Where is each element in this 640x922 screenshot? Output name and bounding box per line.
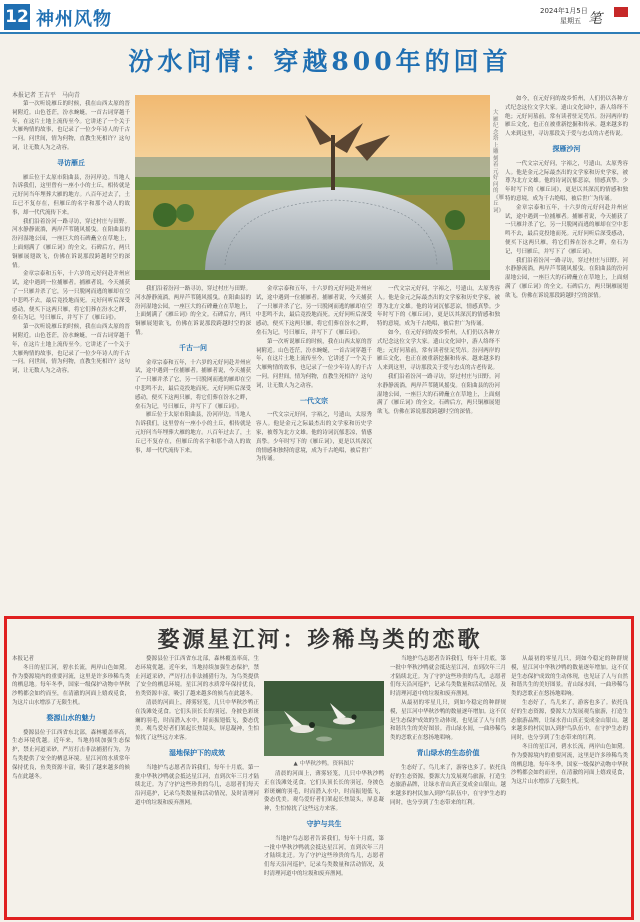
issue-date: 2024年1月5日 <box>540 7 588 15</box>
article-top-column-1: 第一次听说雁丘的时候，我在山西太原的晋祠附近。山色苍茫，汾水蜿蜒，一首古词穿越千年，在这片土地上流传至今。它讲述了一个关于大雁殉情的故事，也记录了一位少年诗人的千古一问。问世间，情为何物，直教生死相许？这句词，让无数人为之动容。 寻访雁丘 雁丘位于太原市阳曲县，汾河岸边。当地人告诉我们，这里曾有一座小小的土丘，相传就是元好问当年埋葬大雁的地方。八百年过去了，土丘已不复存在，但雁丘的名字和那个动人的故事，却一代代流传下来。 我们沿着汾河一路寻访，穿过村庄与田野。河水静静流淌，两岸芦苇随风摇曳。在阳曲县的汾河湿地公园，一座巨大的石碑矗立在草地上，上面刻满了《雁丘词》的全文。石碑后方，两只铜雁展翅欲飞，仿佛在诉说那段跨越时空的深情。 金章宗泰和五年，十六岁的元好问赴并州应试，途中遇到一位捕雁者。捕雁者说，今天捕获了一只雁并杀了它，另一只脱网而逃的雁却在空中悲鸣不去，最后竟投地而死。元好问听后深受感动，便买下这两只雁，将它们葬在汾水之畔，垒石为记，号曰雁丘，并写下了《雁丘词》。 第一次听说雁丘的时候，我在山西太原的晋祠附近。山色苍茫，汾水蜿蜒，一首古词穿越千年，在这片土地上流传至今。它讲述了一个关于大雁殉情的故事，也记录了一位少年诗人的千古一问。问世间，情为何物，直教生死相许？这句词，让无数人为之动容。 <box>12 101 130 375</box>
article-bottom-column-4: 当地护鸟志愿者告诉我们，每年十月底，第一批中华秋沙鸭就会抵达星江河，直到次年三月才陆续北迁。为了守护这些珍贵的鸟儿，志愿者们每天沿河巡护，记录鸟类数量和活动情况，及时清理河道中的垃圾和废弃渔网。 从最初的零星几只，到如今稳定的种群规模，星江河中华秋沙鸭的数量逐年增加。这不仅是生态保护成效的生动体现，也见证了人与自然和谐共生的美好图景。青山绿水间，一曲珍稀鸟类的恋歌正在悠扬地唱响。 青山绿水的生态价值 生态好了，鸟儿来了，游客也多了。依托良好的生态资源，婺源大力发展观鸟旅游，打造生态旅游品牌，让绿水青山真正变成金山银山。越来越多的村民加入到护鸟队伍中，在守护生态的同时，也分享到了生态带来的红利。 <box>390 656 506 806</box>
article-bottom-title: 婺源星江河：珍稀鸟类的恋歌 <box>157 627 483 653</box>
article-bottom-column-2: 婺源县位于江西省东北部，森林覆盖率高，生态环境优越。近年来，当地持续加强生态保护，禁止河道采砂，严厉打击非法捕猎行为，为鸟类提供了安全的栖息环境。星江河的水质常年保持优良，鱼类资源丰富，吸引了越来越多的候鸟在此越冬。 清晨的河面上，薄雾轻笼，几只中华秋沙鸭正在浅滩处觅食。它们头顶长长的羽冠，身披色彩斑斓的羽毛，时而潜入水中，时而振翅低飞，姿态优美。观鸟爱好者们架起长焦镜头，屏息凝神，生怕惊扰了这些远方来客。 湿地保护下的成效 当地护鸟志愿者告诉我们，每年十月底，第一批中华秋沙鸭就会抵达星江河，直到次年三月才陆续北迁。为了守护这些珍贵的鸟儿，志愿者们每天沿河巡护，记录鸟类数量和活动情况，及时清理河道中的垃圾和废弃渔网。 <box>135 656 259 806</box>
article-top-subhead-4: 探雁沙河 <box>552 143 581 153</box>
article-top-column-4: 一代文宗元好问，字裕之，号遗山，太原秀容人。他是金元之际最杰出的文学家和历史学家，被尊为北方文雄。他的诗词沉郁悲凉，情感真挚。少年时写下的《雁丘词》，更是以其深沉的情感和独特的意境，成为千古绝唱，被后世广为传诵。 如今，在元好问的故乡忻州，人们仍以各种方式纪念这位文学大家。遗山文化园中，游人络绎不绝；元好问墓前，常有读者驻足凭吊。汾河两岸的雁丘文化，也正在被重新挖掘和传承。越来越多的人来到这里，寻访那段关于爱与忠贞的古老传说。 我们沿着汾河一路寻访，穿过村庄与田野。河水静静流淌，两岸芦苇随风摇曳。在阳曲县的汾河湿地公园，一座巨大的石碑矗立在草地上，上面刻满了《雁丘词》的全文。石碑后方，两只铜雁展翅欲飞，仿佛在诉说那段跨越时空的深情。 <box>377 286 500 416</box>
masthead <box>0 0 640 34</box>
article-top-title: 汾水问情：穿越800年的回首 <box>128 47 512 76</box>
article-top-column-5: 如今，在元好问的故乡忻州，人们仍以各种方式纪念这位文学大家。遗山文化园中，游人络绎不绝；元好问墓前，常有读者驻足凭吊。汾河两岸的雁丘文化，也正在被重新挖掘和传承。越来越多的人来到这里，寻访那段关于爱与忠贞的古老传说。 探雁沙河 一代文宗元好问，字裕之，号遗山，太原秀容人。他是金元之际最杰出的文学家和历史学家，被尊为北方文雄。他的诗词沉郁悲凉，情感真挚。少年时写下的《雁丘词》，更是以其深沉的情感和独特的意境，成为千古绝唱，被后世广为传诵。 金章宗泰和五年，十六岁的元好问赴并州应试，途中遇到一位捕雁者。捕雁者说，今天捕获了一只雁并杀了它，另一只脱网而逃的雁却在空中悲鸣不去，最后竟投地而死。元好问听后深受感动，便买下这两只雁，将它们葬在汾水之畔，垒石为记，号曰雁丘，并写下了《雁丘词》。 我们沿着汾河一路寻访，穿过村庄与田野。河水静静流淌，两岸芦苇随风摇曳。在阳曲县的汾河湿地公园，一座巨大的石碑矗立在草地上，上面刻满了《雁丘词》的全文。石碑后方，两只铜雁展翅欲飞，仿佛在诉说那段跨越时空的深情。 <box>505 96 628 299</box>
article-bottom-byline: 本报记者 <box>12 656 35 662</box>
section-name: 神州风物 <box>36 9 112 30</box>
article-bottom-subhead-3: 守护与共生 <box>306 818 342 828</box>
masthead-logo-icon: 笔 <box>588 4 628 30</box>
article-top-byline: 本报记者 王吉平 马向青 <box>12 92 80 99</box>
article-top-column-2: 我们沿着汾河一路寻访，穿过村庄与田野。河水静静流淌，两岸芦苇随风摇曳。在阳曲县的汾河湿地公园，一座巨大的石碑矗立在草地上，上面刻满了《雁丘词》的全文。石碑后方，两只铜雁展翅欲飞，仿佛在诉说那段跨越时空的深情。 千古一问 金章宗泰和五年，十六岁的元好问赴并州应试，途中遇到一位捕雁者。捕雁者说，今天捕获了一只雁并杀了它，另一只脱网而逃的雁却在空中悲鸣不去，最后竟投地而死。元好问听后深受感动，便买下这两只雁，将它们葬在汾水之畔，垒石为记，号曰雁丘，并写下了《雁丘词》。 雁丘位于太原市阳曲县，汾河岸边。当地人告诉我们，这里曾有一座小小的土丘，相传就是元好问当年埋葬大雁的地方。八百年过去了，土丘已不复存在，但雁丘的名字和那个动人的故事，却一代代流传下来。 <box>135 286 251 454</box>
article-top-subhead-2: 千古一问 <box>179 342 207 352</box>
weekday: 星期五 <box>560 17 581 25</box>
article-top-subhead-1: 寻访雁丘 <box>57 157 85 167</box>
birds-on-water-photo-icon <box>264 681 384 756</box>
monument-photo-icon <box>135 95 490 280</box>
article-bottom-column-5: 从最初的零星几只，到如今稳定的种群规模，星江河中华秋沙鸭的数量逐年增加。这不仅是生态保护成效的生动体现，也见证了人与自然和谐共生的美好图景。青山绿水间，一曲珍稀鸟类的恋歌正在悠扬地唱响。 生态好了，鸟儿来了，游客也多了。依托良好的生态资源，婺源大力发展观鸟旅游，打造生态旅游品牌，让绿水青山真正变成金山银山。越来越多的村民加入到护鸟队伍中，在守护生态的同时，也分享到了生态带来的红利。 冬日的星江河，碧水长流，两岸山色如黛。作为婺源境内的重要河流，这里是许多珍稀鸟类的栖息地。每年冬季，国家一级保护动物中华秋沙鸭都会如约而至，在清澈的河面上嬉戏觅食，为这片山水增添了无限生机。 <box>511 656 628 786</box>
article-top-column-3: 金章宗泰和五年，十六岁的元好问赴并州应试，途中遇到一位捕雁者。捕雁者说，今天捕获了一只雁并杀了它，另一只脱网而逃的雁却在空中悲鸣不去，最后竟投地而死。元好问听后深受感动，便买下这两只雁，将它们葬在汾水之畔，垒石为记，号曰雁丘，并写下了《雁丘词》。 第一次听说雁丘的时候，我在山西太原的晋祠附近。山色苍茫，汾水蜿蜒，一首古词穿越千年，在这片土地上流传至今。它讲述了一个关于大雁殉情的故事，也记录了一位少年诗人的千古一问。问世间，情为何物，直教生死相许？这句词，让无数人为之动容。 一代文宗 一代文宗元好问，字裕之，号遗山，太原秀容人。他是金元之际最杰出的文学家和历史学家，被尊为北方文雄。他的诗词沉郁悲凉，情感真挚。少年时写下的《雁丘词》，更是以其深沉的情感和独特的意境，成为千古绝唱，被后世广为传诵。 <box>256 286 372 463</box>
article-top-photo <box>135 95 490 280</box>
article-bottom-column-1: 本报记者 冬日的星江河，碧水长流，两岸山色如黛。作为婺源境内的重要河流，这里是许多珍稀鸟类的栖息地。每年冬季，国家一级保护动物中华秋沙鸭都会如约而至，在清澈的河面上嬉戏觅食，为这片山水增添了无限生机。 婺源山水的魅力 婺源县位于江西省东北部，森林覆盖率高，生态环境优越。近年来，当地持续加强生态保护，禁止河道采砂，严厉打击非法捕猎行为，为鸟类提供了安全的栖息环境。星江河的水质常年保持优良，鱼类资源丰富，吸引了越来越多的候鸟在此越冬。 <box>12 656 130 780</box>
article-bottom-photo <box>264 681 384 756</box>
article-bottom-photo-caption: ▲ 中华秋沙鸭。资料图片 <box>293 761 355 767</box>
article-top-subhead-3: 一代文宗 <box>300 395 328 405</box>
article-top-photo-caption: 大雁纪念塔上雕刻着元好问的《雁丘词》 <box>493 110 505 214</box>
article-bottom-subhead-2: 湿地保护下的成效 <box>169 747 225 757</box>
page-number: 12 <box>4 4 30 30</box>
article-bottom-column-3: 清晨的河面上，薄雾轻笼，几只中华秋沙鸭正在浅滩处觅食。它们头顶长长的羽冠，身披色彩斑斓的羽毛，时而潜入水中，时而振翅低飞，姿态优美。观鸟爱好者们架起长焦镜头，屏息凝神，生怕惊扰了这些远方来客。 守护与共生 当地护鸟志愿者告诉我们，每年十月底，第一批中华秋沙鸭就会抵达星江河，直到次年三月才陆续北迁。为了守护这些珍贵的鸟儿，志愿者们每天沿河巡护，记录鸟类数量和活动情况，及时清理河道中的垃圾和废弃渔网。 <box>264 771 384 877</box>
article-bottom-subhead-1: 婺源山水的魅力 <box>46 712 96 722</box>
article-bottom-subhead-4: 青山绿水的生态价值 <box>416 747 480 757</box>
